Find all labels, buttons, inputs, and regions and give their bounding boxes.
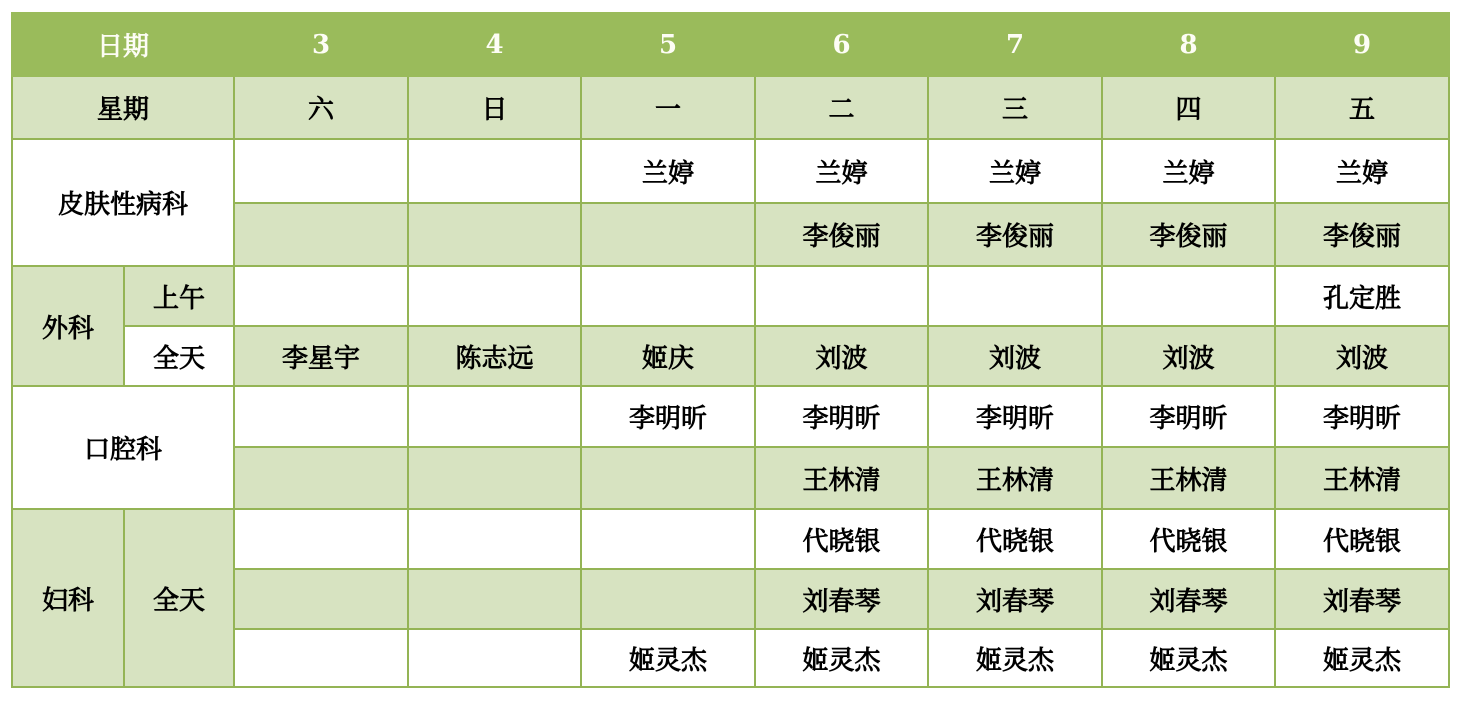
schedule-cell: 刘春琴 (755, 569, 928, 629)
shift-label-allday-gynecology: 全天 (124, 509, 234, 687)
schedule-table (11, 12, 1450, 688)
weekday-row (12, 76, 1449, 139)
weekday-cell: 六 (234, 76, 408, 139)
schedule-cell (234, 509, 408, 569)
weekday-cell: 五 (1275, 76, 1449, 139)
schedule-cell: 姬灵杰 (928, 629, 1102, 687)
schedule-cell: 王林清 (755, 447, 928, 509)
surgery-allday-row (12, 326, 1449, 386)
date-header-cell: 5 (581, 13, 755, 76)
schedule-cell: 姬灵杰 (1102, 629, 1275, 687)
schedule-cell: 兰婷 (1275, 139, 1449, 203)
schedule-cell: 刘春琴 (928, 569, 1102, 629)
schedule-cell (408, 509, 581, 569)
schedule-cell (408, 386, 581, 447)
schedule-cell: 兰婷 (928, 139, 1102, 203)
surgery-morning-row (12, 266, 1449, 326)
schedule-cell: 孔定胜 (1275, 266, 1449, 326)
date-header-cell: 4 (408, 13, 581, 76)
schedule-cell (408, 203, 581, 266)
schedule-cell: 代晓银 (928, 509, 1102, 569)
schedule-cell (408, 447, 581, 509)
schedule-cell: 兰婷 (1102, 139, 1275, 203)
schedule-cell (581, 509, 755, 569)
schedule-cell (234, 386, 408, 447)
schedule-cell: 刘波 (1275, 326, 1449, 386)
dermatology-row-1 (12, 139, 1449, 203)
schedule-cell (408, 266, 581, 326)
schedule-cell (234, 203, 408, 266)
dept-label-stomatology: 口腔科 (12, 386, 234, 509)
schedule-cell: 李明昕 (1275, 386, 1449, 447)
weekday-cell: 一 (581, 76, 755, 139)
weekday-cell: 二 (755, 76, 928, 139)
date-header-cell: 8 (1102, 13, 1275, 76)
schedule-cell (581, 569, 755, 629)
schedule-cell: 代晓银 (1275, 509, 1449, 569)
schedule-cell (234, 569, 408, 629)
schedule-cell: 刘波 (755, 326, 928, 386)
schedule-cell (408, 139, 581, 203)
dept-label-gynecology: 妇科 (12, 509, 124, 687)
schedule-cell: 李俊丽 (1102, 203, 1275, 266)
schedule-cell (234, 266, 408, 326)
schedule-cell: 王林清 (1275, 447, 1449, 509)
schedule-cell: 刘春琴 (1275, 569, 1449, 629)
schedule-cell: 兰婷 (755, 139, 928, 203)
dept-label-dermatology: 皮肤性病科 (12, 139, 234, 266)
schedule-cell (234, 629, 408, 687)
stomatology-row-1 (12, 386, 1449, 447)
schedule-cell (408, 569, 581, 629)
schedule-cell: 姬灵杰 (1275, 629, 1449, 687)
schedule-cell: 李俊丽 (755, 203, 928, 266)
schedule-cell: 李明昕 (581, 386, 755, 447)
schedule-cell (755, 266, 928, 326)
gynecology-row-1 (12, 509, 1449, 569)
schedule-cell (234, 139, 408, 203)
shift-label-morning: 上午 (124, 266, 234, 326)
weekday-cell: 日 (408, 76, 581, 139)
dept-label-surgery: 外科 (12, 266, 124, 386)
schedule-cell: 李明昕 (928, 386, 1102, 447)
schedule-cell: 李俊丽 (928, 203, 1102, 266)
date-header-cell: 6 (755, 13, 928, 76)
schedule-cell: 王林清 (1102, 447, 1275, 509)
weekday-cell: 四 (1102, 76, 1275, 139)
schedule-cell: 代晓银 (1102, 509, 1275, 569)
schedule-cell: 刘波 (928, 326, 1102, 386)
shift-label-allday-surgery: 全天 (124, 326, 234, 386)
date-header-label: 日期 (12, 13, 234, 76)
schedule-cell: 李明昕 (755, 386, 928, 447)
schedule-cell: 姬灵杰 (581, 629, 755, 687)
date-header-cell: 7 (928, 13, 1102, 76)
schedule-cell (1102, 266, 1275, 326)
schedule-cell: 李明昕 (1102, 386, 1275, 447)
weekday-header-label: 星期 (12, 76, 234, 139)
schedule-cell: 姬灵杰 (755, 629, 928, 687)
date-header-cell: 9 (1275, 13, 1449, 76)
schedule-cell: 李俊丽 (1275, 203, 1449, 266)
schedule-cell (408, 629, 581, 687)
schedule-cell (581, 203, 755, 266)
date-header-row (12, 13, 1449, 76)
schedule-cell: 李星宇 (234, 326, 408, 386)
weekday-cell: 三 (928, 76, 1102, 139)
schedule-cell (928, 266, 1102, 326)
schedule-cell: 代晓银 (755, 509, 928, 569)
schedule-cell: 刘春琴 (1102, 569, 1275, 629)
schedule-cell (581, 447, 755, 509)
schedule-cell: 兰婷 (581, 139, 755, 203)
schedule-cell (234, 447, 408, 509)
schedule-cell: 王林清 (928, 447, 1102, 509)
schedule-cell: 刘波 (1102, 326, 1275, 386)
date-header-cell: 3 (234, 13, 408, 76)
schedule-cell: 姬庆 (581, 326, 755, 386)
schedule-cell (581, 266, 755, 326)
schedule-cell: 陈志远 (408, 326, 581, 386)
